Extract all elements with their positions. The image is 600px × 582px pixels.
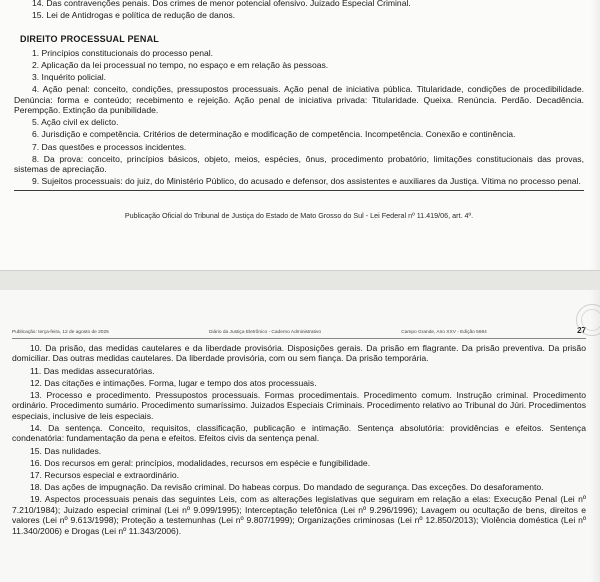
list-item: 9. Sujeitos processuais: do juiz, do Ministério Público, do acusado e defensor, dos assistentes e auxiliares da Justiça. Vítima no processo penal.: [32, 176, 581, 187]
header-publication-date: Publicação: terça-feira, 12 de agosto de 2025: [12, 330, 109, 335]
list-item: 14. Da sentença. Conceito, requisitos, classificação, publicação e intimação. Sentença absolutória: providências e efeitos. Sentença condenatória: fundamentação da pena e efeitos. Efeitos civis da sentença penal.: [12, 423, 586, 444]
list-item: 15. Lei de Antidrogas e política de redução de danos.: [32, 10, 236, 21]
list-item: 16. Dos recursos em geral: princípios, modalidades, recursos em espécie e fungibilidade.: [30, 457, 371, 468]
list-item: 10. Da prisão, das medidas cautelares e da liberdade provisória. Disposições gerais. Da prisão em flagrante. Da prisão preventiva. Da prisão domiciliar. Das outras medidas cautelares. Da liberdade provisória, com ou sem fiança. Da prisão temporária.: [12, 343, 586, 364]
page-header: [12, 290, 586, 339]
header-edition: Campo Grande, Ano XXV - Edição 5694: [401, 330, 487, 335]
list-item: 7. Das questões e processos incidentes.: [32, 141, 187, 152]
list-item: 4. Ação penal: conceito, condições, pressupostos processuais. Ação penal de iniciativa pública. Titularidade, condições de procedibilidade. Denúncia: forma e conteúdo; recebimento e rejeição. Ação penal de iniciativa privada: Titularidade. Queixa. Renúncia. Perdão. Decadência. Perempção. Extinção da punibilidade.: [14, 84, 584, 116]
list-item: 11. Das medidas assecuratórias.: [30, 365, 155, 376]
list-item: 2. Aplicação da lei processual no tempo, no espaço e em relação às pessoas.: [32, 59, 329, 70]
list-item: 8. Da prova: conceito, princípios básicos, objeto, meios, espécies, ônus, procedimento probatório, limitações constitucionais das provas, sistemas de apreciação.: [14, 153, 584, 175]
list-item: 12. Das citações e intimações. Forma, lugar e tempo dos atos processuais.: [30, 377, 317, 388]
section-title: DIREITO PROCESSUAL PENAL: [20, 33, 159, 44]
list-item: 14. Das contravenções penais. Dos crimes de menor potencial ofensivo. Juizado Especial Criminal.: [32, 0, 411, 8]
list-item: 13. Processo e procedimento. Pressupostos processuais. Formas procedimentais. Procedimento comum. Instrução criminal. Procedimento ordinário. Procedimento sumário. Procedimento sumaríssimo. Juizados Especiais Criminais. Procedimento relativo ao Tribunal do Júri. Procedimentos especiais, inclusive de leis especiais.: [12, 390, 586, 421]
list-item: 1. Princípios constitucionais do processo penal.: [32, 47, 214, 58]
document-page-top: [0, 0, 600, 270]
list-item: 15. Das nulidades.: [30, 445, 102, 456]
publication-note: Publicação Oficial do Tribunal de Justiça do Estado de Mato Grosso do Sul - Lei Federal nº 11.419/06, art. 4º.: [124, 210, 474, 220]
page-gap: [0, 270, 600, 292]
list-item: 5. Ação civil ex delicto.: [32, 117, 119, 128]
list-item: 6. Jurisdição e competência. Critérios de determinação e modificação de competência. Incompetência. Conexão e continência.: [32, 129, 516, 140]
page-edge-shadow: [590, 0, 600, 270]
list-item: 3. Inquérito policial.: [32, 72, 107, 83]
list-item: 19. Aspectos processuais penais das seguintes Leis, com as alterações legislativas que seguiram em relação a elas: Execução Penal (Lei nº 7.210/1984); Juizado especial criminal (Lei nº 9.099/1995); Interceptação telefônica (Lei nº 9.296/1996); Lavagem ou ocultação de bens, direitos e valores (Lei nº 9.613/1998); Proteção a testemunhas (Lei nº 9.807/1999); Organizações criminosas (Lei nº 12.850/2013); Violência doméstica (Lei nº 11.340/2006) e Drogas (Lei nº 11.343/2006).: [12, 494, 586, 536]
section-divider: [14, 190, 584, 191]
header-journal-title: Diário da Justiça Eletrônico - Caderno Administrativo: [209, 330, 322, 335]
list-item: 18. Das ações de impugnação. Da revisão criminal. Do habeas corpus. Do mandado de segurança. Das exceções. Do desaforamento.: [30, 482, 544, 493]
page-number: 27: [577, 326, 586, 335]
page-edge-shadow: [590, 290, 600, 582]
list-item: 17. Recursos especial e extraordinário.: [30, 470, 180, 481]
document-page-bottom: [0, 290, 600, 582]
